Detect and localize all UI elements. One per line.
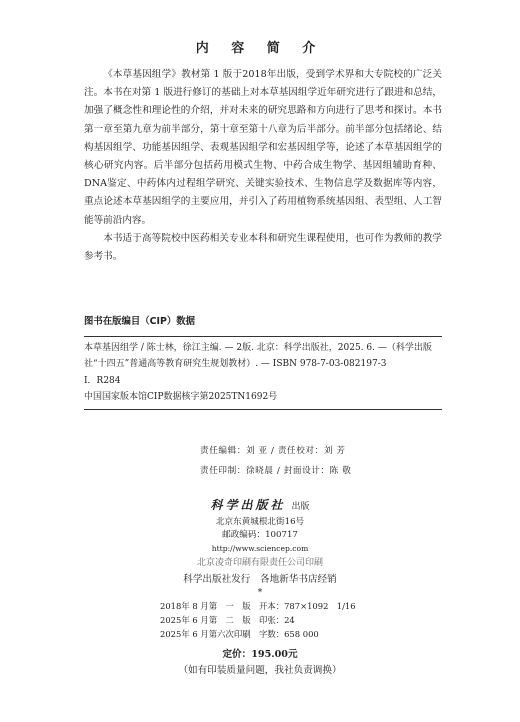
edition-info bbox=[160, 599, 400, 641]
printer: 北京凌奇印刷有限责任公司印刷 bbox=[196, 558, 323, 568]
cip-top-rule bbox=[84, 336, 442, 337]
credits bbox=[200, 441, 400, 481]
publisher-postcode: 邮政编码：100717 bbox=[222, 530, 298, 540]
separator-star: * bbox=[257, 588, 263, 598]
edition-row: 2018年 8 月第 一 版 开本：787×1092 1/16 bbox=[160, 601, 356, 611]
edition-row: 2025年 6 月第六次印刷 字数：658 000 bbox=[160, 629, 319, 639]
cip-block bbox=[84, 314, 442, 410]
intro-paragraph: 本书适于高等院校中医药相关专业本科和研究生课程使用，也可作为教师的教学参考书。 bbox=[84, 232, 442, 263]
price: 定价：195.00元 bbox=[222, 649, 298, 660]
publisher-logo: 科学出版社 bbox=[210, 498, 286, 512]
cip-bottom-rule bbox=[84, 409, 442, 410]
publisher-block bbox=[0, 496, 520, 598]
quality-note: （如有印装质量问题，我社负责调换） bbox=[178, 665, 342, 676]
intro-title: 内 容 简 介 bbox=[195, 41, 325, 56]
edition-row: 2025年 6 月第 二 版 印张：24 bbox=[160, 615, 295, 625]
price-block bbox=[0, 647, 520, 679]
cip-classification: Ⅰ．R284 bbox=[84, 375, 121, 386]
publisher-address: 北京东黄城根北街16号 bbox=[215, 517, 305, 527]
distribution: 科学出版社发行 各地新华书店经销 bbox=[183, 574, 337, 585]
cip-record: 中国国家版本馆CIP数据核字第2025TN1692号 bbox=[84, 392, 278, 402]
publisher-logo-row bbox=[0, 496, 520, 516]
credits-production: 责任印制：徐晓晨 / 封面设计：陈 敬 bbox=[200, 466, 352, 476]
intro-paragraph: 《本草基因组学》教材第 1 版于2018年出版，受到学术界和大专院校的广泛关注。本书在对第 1 版进行修订的基础上对本草基因组学近年研究进行了跟进和总结，加强了概念性和理论性的介绍，并对未来的研究思路和方向进行了思考和探讨。本书第一章至第九章为前半部分，第十章至第十八章为后半部分。前半部分包括绪论、结构基因组学、功能基因组学、表观基因组学和宏基因组学等，论述了本草基因组学的核心研究内容。后半部分包括药用模式生物、中药合成生物学、基因组辅助育种、DNA鉴定、中药体内过程组学研究、关键实验技术、生物信息学及数据库等内容，重点论述本草基因组学的主要应用，并引入了药用植物系统基因组、表型组、人工智能等前沿内容。 bbox=[84, 69, 442, 226]
publisher-logo-suffix: 出版 bbox=[291, 502, 310, 512]
publisher-website: http://www.sciencep.com bbox=[211, 544, 309, 553]
credits-editors: 责任编辑：刘 亚 / 责任校对：刘 芳 bbox=[200, 446, 346, 456]
cip-heading: 图书在版编目（CIP）数据 bbox=[84, 316, 195, 327]
cip-entry: 本草基因组学 / 陈士林，徐江主编. — 2版. 北京：科学出版社，2025. 6. —（科学出版社“十四五”普通高等教育研究生规划教材）. — ISBN 978-7-03-082197-3 bbox=[84, 342, 432, 369]
intro-text bbox=[84, 66, 442, 266]
